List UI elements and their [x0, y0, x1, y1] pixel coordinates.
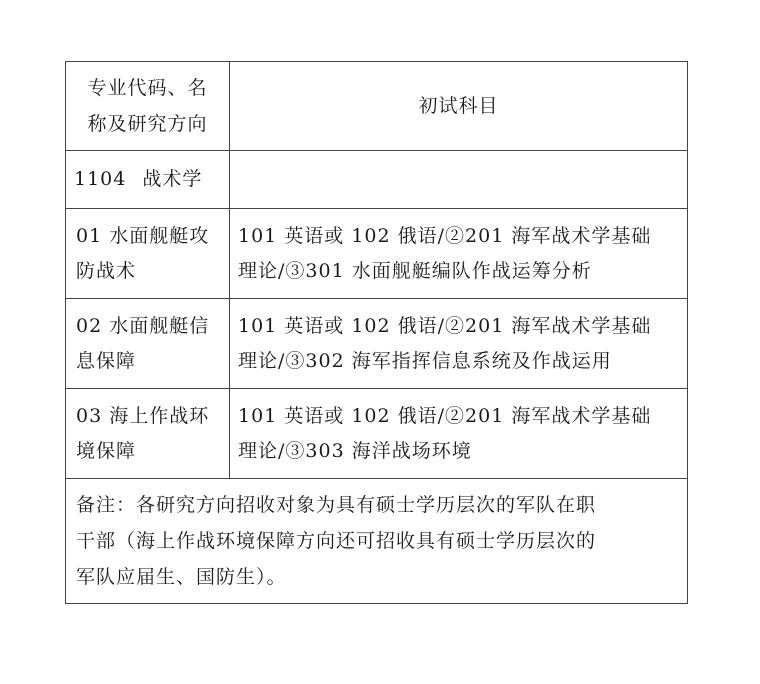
direction-subjects-line2: 理论/③301 水面舰艇编队作战运筹分析 — [238, 259, 592, 282]
direction-row — [66, 299, 688, 389]
direction-subjects-line2: 理论/③303 海洋战场环境 — [238, 439, 472, 462]
note-line1: 备注：各研究方向招收对象为具有硕士学历层次的军队在职 — [76, 494, 597, 516]
discipline-code: 1104 — [74, 168, 127, 190]
direction-name-line2: 境保障 — [76, 439, 137, 462]
direction-name-cell — [66, 209, 230, 299]
direction-subjects-cell — [230, 389, 688, 479]
direction-subjects-line1: 101 英语或 102 俄语/②201 海军战术学基础 — [238, 404, 652, 427]
direction-subjects-cell — [230, 299, 688, 389]
direction-subjects-cell — [230, 209, 688, 299]
note-row — [66, 479, 688, 604]
direction-row — [66, 389, 688, 479]
direction-name-line2: 息保障 — [76, 349, 137, 372]
direction-name-cell — [66, 299, 230, 389]
table-header-row — [66, 62, 688, 151]
direction-name-line1: 03 海上作战环 — [76, 404, 210, 427]
header-major-line1: 专业代码、名 — [87, 77, 208, 99]
direction-name-line1: 01 水面舰艇攻 — [76, 224, 210, 247]
direction-name-line2: 防战术 — [76, 259, 137, 282]
discipline-name: 战术学 — [142, 168, 203, 190]
discipline-row — [66, 151, 688, 209]
header-subjects-cell: 初试科目 — [230, 62, 688, 151]
direction-row — [66, 209, 688, 299]
note-line3: 军队应届生、国防生）。 — [76, 566, 287, 588]
direction-subjects-line1: 101 英语或 102 俄语/②201 海军战术学基础 — [238, 224, 652, 247]
direction-subjects-line2: 理论/③302 海军指挥信息系统及作战运用 — [238, 349, 612, 372]
exam-subjects-table — [65, 61, 688, 604]
direction-name-line1: 02 水面舰艇信 — [76, 314, 210, 337]
discipline-empty-cell — [230, 151, 688, 209]
direction-subjects-line1: 101 英语或 102 俄语/②201 海军战术学基础 — [238, 314, 652, 337]
discipline-cell — [66, 151, 230, 209]
header-major-cell — [66, 62, 230, 151]
header-major-line2: 称及研究方向 — [87, 113, 208, 135]
direction-name-cell — [66, 389, 230, 479]
note-line2: 干部（海上作战环境保障方向还可招收具有硕士学历层次的 — [76, 530, 597, 552]
note-cell — [66, 479, 688, 604]
